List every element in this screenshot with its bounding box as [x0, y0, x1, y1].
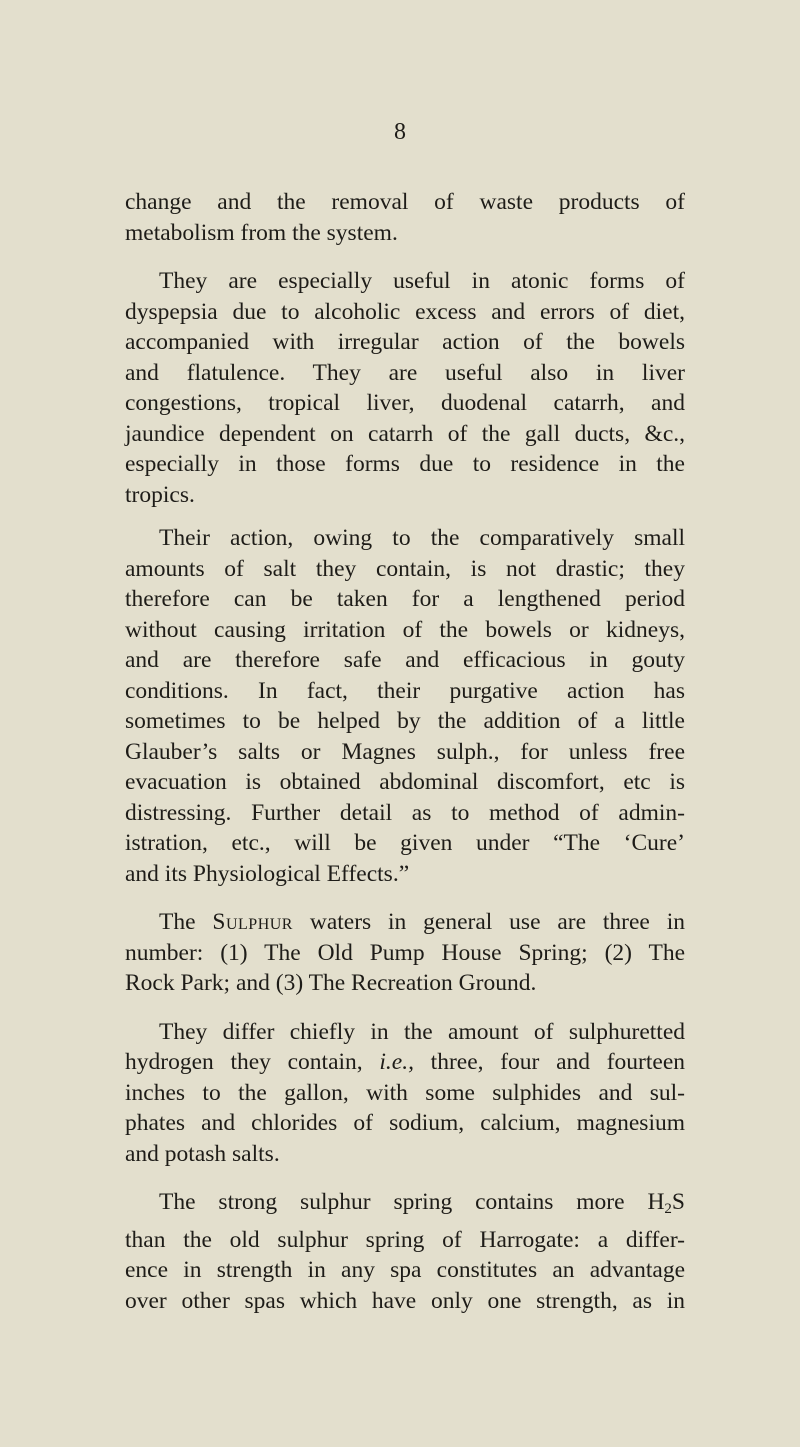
- text-line: and flatulence. They are useful also in liver: [125, 359, 685, 386]
- text-line: therefore can be taken for a lengthened period: [125, 586, 685, 612]
- text-line: accompanied with irregular action of the bowels: [125, 329, 685, 355]
- text-line: metabolism from the system.: [125, 219, 398, 246]
- text-fragment: S: [671, 1189, 685, 1215]
- text-line: inches to the gallon, with some sulphides and sul-: [125, 1079, 685, 1106]
- paragraph-3: [125, 523, 685, 889]
- text-line: congestions, tropical liver, duodenal catarrh, and: [125, 390, 685, 416]
- text-line: Their action, owing to the comparatively small: [159, 525, 685, 551]
- text-line: istration, etc., will be given under “The ‘Cure’: [125, 830, 685, 856]
- paragraph-5: [125, 1017, 685, 1170]
- text-line: Rock Park; and (3) The Recreation Ground.: [125, 970, 537, 996]
- text-line: [125, 1187, 685, 1225]
- text-line: jaundice dependent on catarrh of the gall ducts, &c.,: [125, 420, 685, 447]
- text-line: phates and chlorides of sodium, calcium, magnesium: [125, 1110, 685, 1136]
- text-line: and potash salts.: [125, 1140, 280, 1167]
- body-text: [125, 187, 685, 1329]
- paragraph-4: [125, 907, 685, 999]
- text-line: evacuation is obtained abdominal discomfort, etc is: [125, 769, 685, 795]
- text-fragment: hydrogen they contain,: [125, 1049, 363, 1075]
- subscript: 2: [664, 1201, 672, 1217]
- text-line: and are therefore safe and efficacious in gouty: [125, 647, 685, 673]
- text-line: number: (1) The Old Pump House Spring; (2) The: [125, 939, 685, 966]
- text-line: tropics.: [125, 481, 195, 508]
- paragraph-2: [125, 266, 685, 510]
- text-fragment: waters in general use are three in: [309, 909, 686, 935]
- text-line: They are especially useful in atonic forms of: [159, 268, 685, 294]
- paragraph-6: [125, 1187, 685, 1316]
- text-line: They differ chiefly in the amount of sulphuretted: [159, 1018, 685, 1045]
- text-line: conditions. In fact, their purgative action has: [125, 677, 685, 704]
- text-line: change and the removal of waste products of: [125, 189, 685, 215]
- text-line: amounts of salt they contain, is not drastic; they: [125, 555, 685, 582]
- paragraph-1: [125, 187, 685, 248]
- text-fragment: The: [159, 909, 196, 935]
- text-line: especially in those forms due to residence in the: [125, 451, 685, 477]
- text-line: without causing irritation of the bowels or kidneys,: [125, 616, 685, 643]
- text-fragment: three, four and fourteen: [430, 1049, 685, 1075]
- text-fragment: The strong sulphur spring contains more H: [159, 1189, 665, 1215]
- text-line: Glauber’s salts or Magnes sulph., for unless free: [125, 738, 685, 765]
- text-line: dyspepsia due to alcoholic excess and errors of diet,: [125, 298, 685, 325]
- text-line: sometimes to be helped by the addition of a little: [125, 708, 685, 734]
- text-line: than the old sulphur spring of Harrogate: a differ-: [125, 1226, 685, 1253]
- italic-abbreviation: i.e.,: [379, 1049, 414, 1075]
- text-line: over other spas which have only one strength, as in: [125, 1287, 685, 1314]
- text-line: [125, 1047, 685, 1078]
- text-line: ence in strength in any spa constitutes an advantage: [125, 1257, 685, 1283]
- text-line: [125, 907, 685, 938]
- smallcaps-term: Sulphur: [212, 909, 293, 935]
- text-line: distressing. Further detail as to method of admin-: [125, 799, 685, 826]
- page-number: 8: [394, 119, 406, 145]
- text-line: and its Physiological Effects.”: [125, 860, 410, 887]
